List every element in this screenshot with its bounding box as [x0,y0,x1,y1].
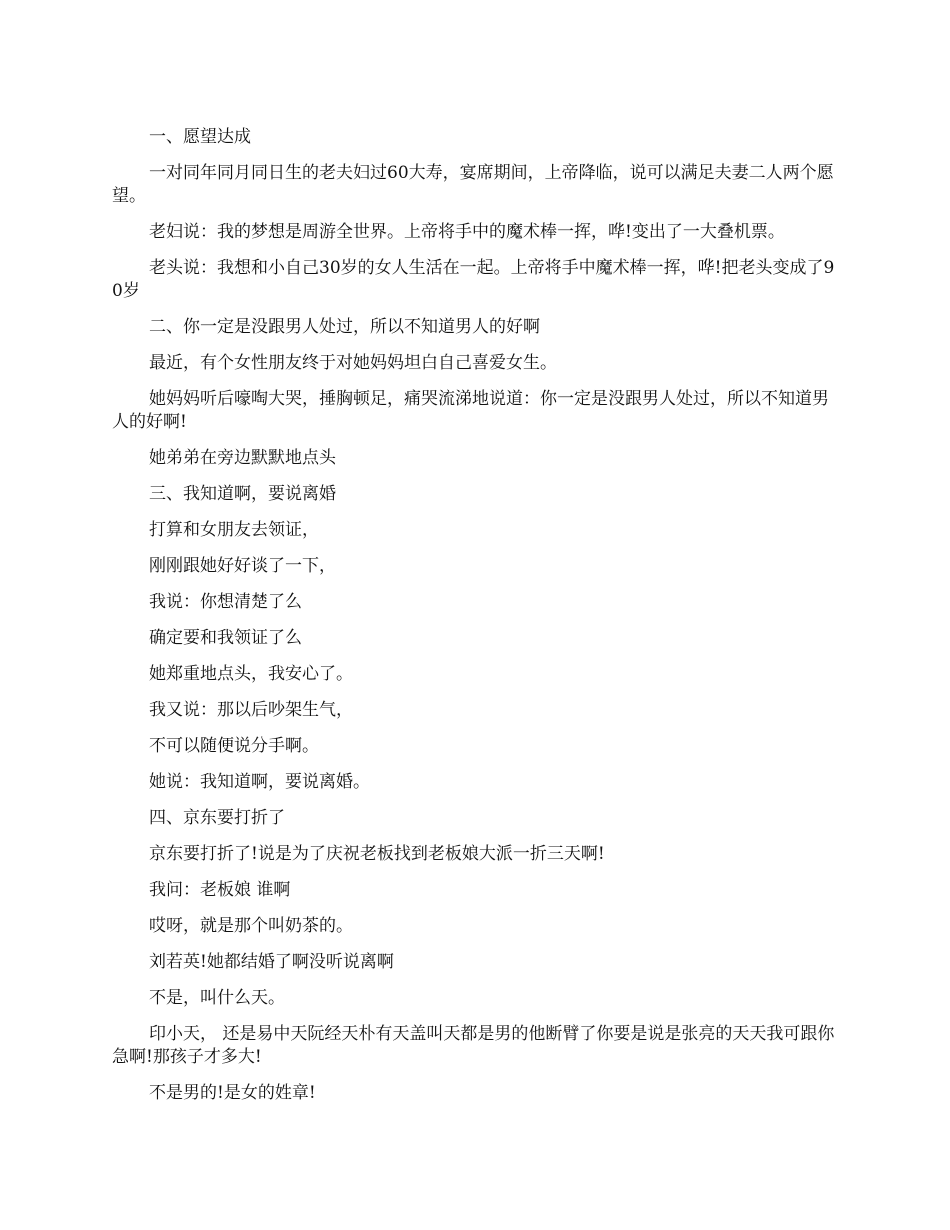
paragraph: 最近，有个女性朋友终于对她妈妈坦白自己喜爱女生。 [149,353,557,373]
heading-4: 四、京东要打折了 [149,808,285,828]
heading-1: 一、愿望达成 [149,127,251,147]
paragraph: 我又说：那以后吵架生气， [149,700,353,720]
paragraph: 不是，叫什么天。 [149,988,285,1008]
paragraph: 打算和女朋友去领证， [149,520,319,540]
paragraph: 哎呀，就是那个叫奶茶的。 [149,916,353,936]
paragraph: 她弟弟在旁边默默地点头 [149,448,336,468]
paragraph: 一对同年同月同日生的老夫妇过60大寿，宴席期间，上帝降临，说可以满足夫妻二人两个愿望。 [112,163,834,206]
heading-3: 三、我知道啊，要说离婚 [149,484,336,504]
paragraph: 老妇说：我的梦想是周游全世界。上帝将手中的魔术棒一挥，哗!变出了一大叠机票。 [149,222,785,242]
paragraph: 刚刚跟她好好谈了一下， [149,556,336,576]
paragraph: 老头说：我想和小自己30岁的女人生活在一起。上帝将手中魔术棒一挥，哗!把老头变成了90岁 [112,258,835,301]
paragraph: 不可以随便说分手啊。 [149,736,319,756]
paragraph: 刘若英!她都结婚了啊没听说离啊 [149,952,394,972]
paragraph: 我问：老板娘 谁啊 [149,880,291,900]
paragraph: 她说：我知道啊，要说离婚。 [149,772,370,792]
document-body [112,126,842,1118]
heading-2: 二、你一定是没跟男人处过，所以不知道男人的好啊 [149,317,540,337]
paragraph: 她妈妈听后嚎啕大哭，捶胸顿足，痛哭流涕地说道：你一定是没跟男人处过，所以不知道男人的好啊! [112,389,829,432]
paragraph: 京东要打折了!说是为了庆祝老板找到老板娘大派一折三天啊! [149,844,605,864]
paragraph: 她郑重地点头，我安心了。 [149,664,353,684]
paragraph: 不是男的!是女的姓章! [149,1083,316,1103]
paragraph: 我说：你想清楚了么 [149,592,302,612]
paragraph: 印小天， 还是易中天阮经天朴有天盖叫天都是男的他断臂了你要是说是张亮的天天我可跟你急啊!那孩子才多大! [112,1024,835,1067]
paragraph: 确定要和我领证了么 [149,628,302,648]
